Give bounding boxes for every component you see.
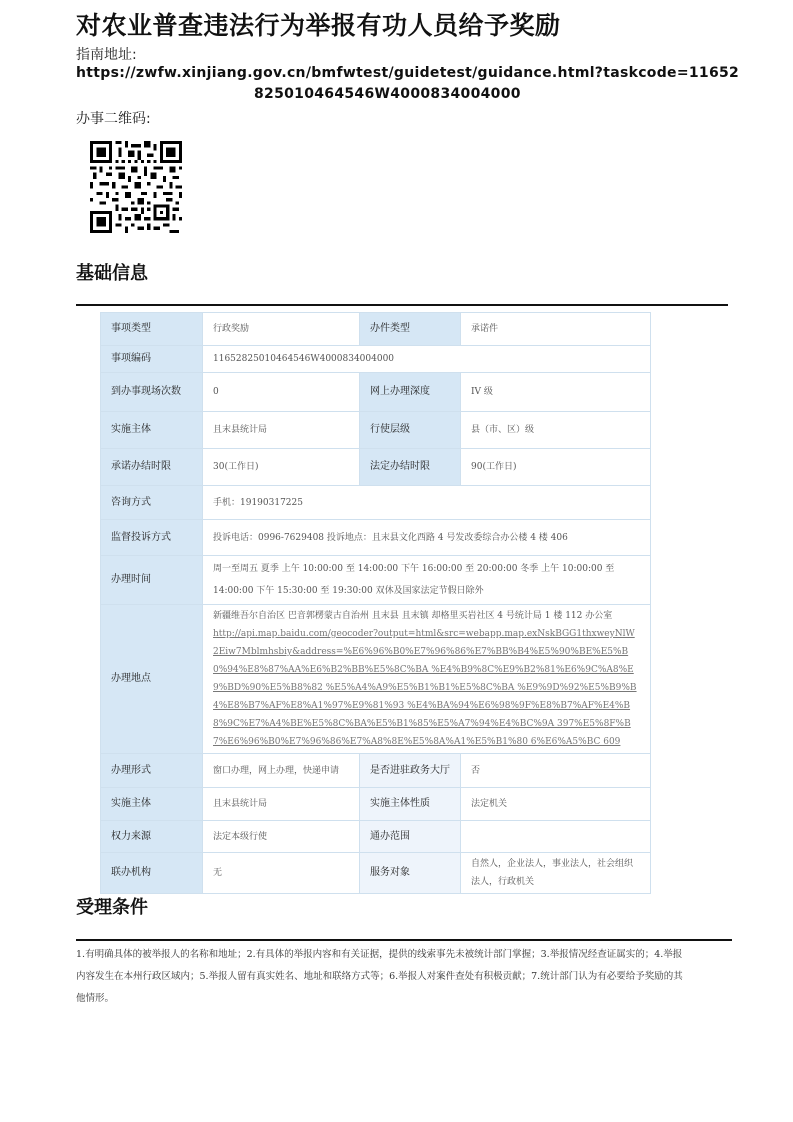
- field-label: 是否进驻政务大厅: [360, 754, 461, 788]
- field-value: 投诉电话：0996-7629408 投诉地点：且末县文化西路 4 号发改委综合办公楼 4 楼 406: [203, 520, 651, 556]
- field-value: [461, 821, 651, 853]
- map-link[interactable]: http://api.map.baidu.com/geocoder?output=html&src=webapp.map.exNskBGG1thxweyNlW2Eiw7Mblmhsbiy&address=%E6%96%B0%E7%96%86%E7%BB%B4%E5%90%BE%E5%B0%94%E8%87%AA%E6%B2%BB%E5%8C%BA %E4%B9%8C%E9%B2%81%E6%9C%A8%E9%BD%90%E5%B8%82 %E5%A4%A9%E5%B1%B1%E5%8C%BA %E9%9D%92%E5%B9%B4%E8%B7%AF%E8%A1%97%E9%81%93 %E4%BA%94%E6%98%9F%E8%B7%AF%E4%B8%9C%E7%A4%BE%E5%8C%BA%E5%B1%85%E5%A7%94%E4%BC%9A 397%E5%8F%B7%E6%96%B0%E7%96%86%E7%A8%8E%E5%8A%A1%E5%B1%80 6%E6%A5%BC 609: [213, 629, 637, 747]
- table-row: [101, 520, 651, 556]
- field-value: 法定机关: [461, 788, 651, 821]
- field-label: 法定办结时限: [360, 449, 461, 486]
- field-label: 办理时间: [101, 556, 203, 605]
- guide-url-line-2[interactable]: 825010464546W4000834004000: [254, 86, 521, 102]
- qr-code-image: [90, 141, 182, 233]
- field-value: 法定本级行使: [203, 821, 360, 853]
- guide-url-line-1[interactable]: https://zwfw.xinjiang.gov.cn/bmfwtest/guidetest/guidance.html?taskcode=11652: [76, 65, 740, 81]
- field-value: IV 级: [461, 373, 651, 412]
- acceptance-conditions-text: 1.有明确具体的被举报人的名称和地址；2.有具体的举报内容和有关证据，提供的线索事先未被统计部门掌握；3.举报情况经查证属实的；4.举报内容发生在本州行政区域内；5.举报人留有真实姓名、地址和联络方式等；6.举报人对案件查处有积极贡献；7.统计部门认为有必要给予奖励的其他情形。: [76, 949, 683, 1004]
- field-label: 实施主体: [101, 788, 203, 821]
- table-row: [101, 313, 651, 346]
- field-label: 实施主体: [101, 412, 203, 449]
- field-label: 事项类型: [101, 313, 203, 346]
- section-divider: [76, 304, 728, 306]
- field-value: 30(工作日): [203, 449, 360, 486]
- table-row: [101, 449, 651, 486]
- field-label: 权力来源: [101, 821, 203, 853]
- table-row: [101, 853, 651, 894]
- field-value: 周一至周五 夏季 上午 10:00:00 至 14:00:00 下午 16:00:00 至 20:00:00 冬季 上午 10:00:00 至 14:00:00 下午 15:30:00 至 19:30:00 双休及国家法定节假日除外: [203, 556, 651, 605]
- field-label: 事项编码: [101, 346, 203, 373]
- table-row: [101, 373, 651, 412]
- field-label: 行使层级: [360, 412, 461, 449]
- qr-code-label: 办事二维码:: [76, 111, 151, 127]
- basic-info-table: [100, 312, 651, 894]
- field-value: 0: [203, 373, 360, 412]
- field-value: [203, 605, 651, 754]
- field-value: 且末县统计局: [203, 412, 360, 449]
- table-row: [101, 754, 651, 788]
- field-label: 监督投诉方式: [101, 520, 203, 556]
- table-row: [101, 412, 651, 449]
- section-title-acceptance-conditions: 受理条件: [76, 897, 148, 918]
- table-row: [101, 821, 651, 853]
- field-value: 11652825010464546W4000834004000: [203, 346, 651, 373]
- field-label: 通办范围: [360, 821, 461, 853]
- field-value: 且末县统计局: [203, 788, 360, 821]
- field-label: 办理形式: [101, 754, 203, 788]
- guide-address-label: 指南地址:: [76, 47, 137, 63]
- field-value: 行政奖励: [203, 313, 360, 346]
- field-value: 县（市、区）级: [461, 412, 651, 449]
- field-label: 咨询方式: [101, 486, 203, 520]
- field-label: 实施主体性质: [360, 788, 461, 821]
- section-divider: [76, 939, 732, 941]
- field-value: 否: [461, 754, 651, 788]
- section-title-basic-info: 基础信息: [76, 263, 148, 284]
- office-address: 新疆维吾尔自治区 巴音郭楞蒙古自治州 且末县 且末镇 却格里买岩社区 4 号统计局 1 楼 112 办公室: [213, 611, 613, 621]
- field-value: 手机：19190317225: [203, 486, 651, 520]
- table-row: [101, 605, 651, 754]
- page-title: 对农业普查违法行为举报有功人员给予奖励: [76, 11, 561, 40]
- table-row: [101, 486, 651, 520]
- field-label: 服务对象: [360, 853, 461, 894]
- field-label: 承诺办结时限: [101, 449, 203, 486]
- field-label: 联办机构: [101, 853, 203, 894]
- field-label: 办理地点: [101, 605, 203, 754]
- field-label: 办件类型: [360, 313, 461, 346]
- table-row: [101, 788, 651, 821]
- field-value: 无: [203, 853, 360, 894]
- table-row: [101, 556, 651, 605]
- field-value: 承诺件: [461, 313, 651, 346]
- field-value: 90(工作日): [461, 449, 651, 486]
- table-row: [101, 346, 651, 373]
- field-value: 自然人，企业法人，事业法人，社会组织法人，行政机关: [461, 853, 651, 894]
- field-value: 窗口办理，网上办理，快递申请: [203, 754, 360, 788]
- field-label: 到办事现场次数: [101, 373, 203, 412]
- field-label: 网上办理深度: [360, 373, 461, 412]
